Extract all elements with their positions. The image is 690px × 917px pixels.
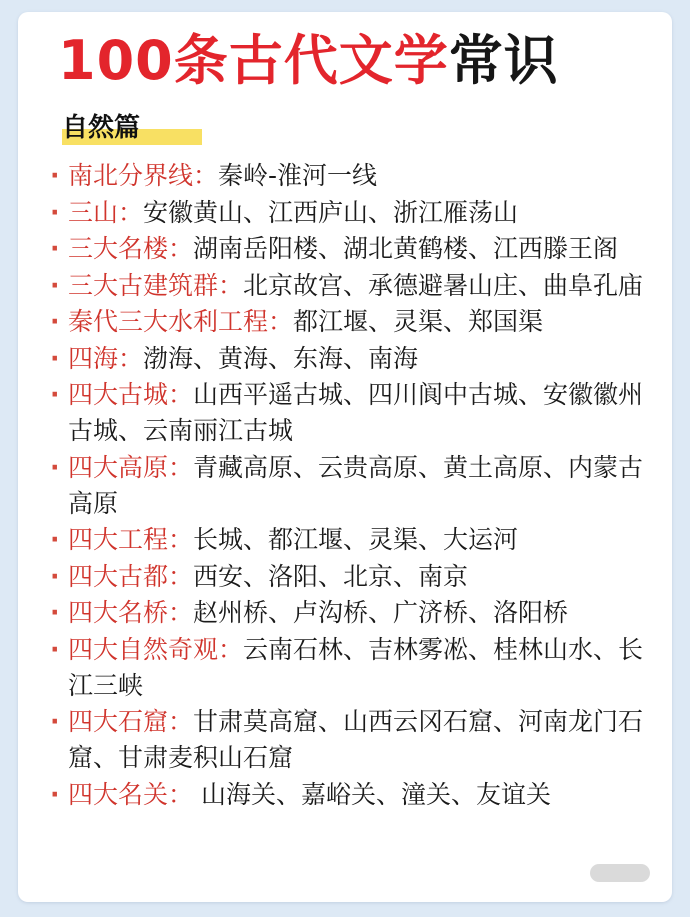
item-content: 赵州桥、卢沟桥、广济桥、洛阳桥 <box>193 598 569 627</box>
title-red-part: 100条古代文学 <box>58 29 449 92</box>
bullet-dot: · <box>50 634 60 664</box>
item-content: 秦岭-淮河一线 <box>218 161 378 190</box>
item-content: 山海关、嘉峪关、潼关、友谊关 <box>193 779 551 809</box>
item-term: 四大自然奇观 <box>68 634 219 664</box>
item-term: 四大古城 <box>68 380 169 409</box>
item-separator: ： <box>268 307 294 336</box>
list-item <box>44 304 654 340</box>
item-separator: ： <box>118 197 144 227</box>
item-separator: ： <box>168 234 194 263</box>
bullet-dot: · <box>50 234 60 263</box>
item-term: 三大名楼 <box>68 234 169 263</box>
item-separator: ： <box>218 270 244 300</box>
item-content: 都江堰、灵渠、郑国渠 <box>293 307 544 336</box>
item-term: 四大名关 <box>68 779 169 809</box>
item-separator: ： <box>168 598 194 627</box>
item-term: 三大古建筑群 <box>68 270 219 300</box>
list-item <box>44 595 654 631</box>
bullet-dot: · <box>50 161 60 190</box>
bullet-dot: · <box>50 380 60 409</box>
bullet-dot: · <box>50 270 60 300</box>
bullet-dot: · <box>50 307 60 336</box>
facts-list <box>44 158 654 813</box>
list-item <box>44 158 654 194</box>
item-term: 秦代三大水利工程 <box>68 307 269 336</box>
list-item <box>44 268 654 304</box>
bullet-dot: · <box>50 525 60 554</box>
item-term: 四海 <box>68 343 119 373</box>
bullet-dot: · <box>50 598 60 627</box>
bullet-dot: · <box>50 779 60 809</box>
item-term: 四大工程 <box>68 525 169 554</box>
section-heading <box>62 110 140 146</box>
section-title: 自然篇 <box>62 113 141 143</box>
item-separator: ： <box>168 779 194 809</box>
list-item <box>44 341 654 377</box>
bullet-dot: · <box>50 197 60 227</box>
item-term: 南北分界线 <box>68 161 194 190</box>
list-item <box>44 632 654 704</box>
item-term: 四大高原 <box>68 452 169 482</box>
item-separator: ： <box>168 452 194 482</box>
item-separator: ： <box>168 525 194 554</box>
bullet-dot: · <box>50 452 60 482</box>
item-separator: ： <box>168 561 194 591</box>
list-item <box>44 522 654 558</box>
item-content: 安徽黄山、江西庐山、浙江雁荡山 <box>143 197 519 227</box>
bullet-dot: · <box>50 707 60 736</box>
item-content: 长城、都江堰、灵渠、大运河 <box>193 525 519 554</box>
item-content: 西安、洛阳、北京、南京 <box>193 561 469 591</box>
item-content: 云南石林、吉林雾凇、桂林山水、长江三峡 <box>68 634 644 700</box>
list-item <box>44 195 654 231</box>
article-card <box>18 12 672 902</box>
item-content: 甘肃莫高窟、山西云冈石窟、河南龙门石窟、甘肃麦积山石窟 <box>68 707 644 772</box>
list-item <box>44 231 654 267</box>
title-black-part: 常识 <box>448 29 559 92</box>
list-item <box>44 377 654 449</box>
item-content: 青藏高原、云贵高原、黄土高原、内蒙古高原 <box>68 452 644 518</box>
item-separator: ： <box>168 380 194 409</box>
item-content: 湖南岳阳楼、湖北黄鹤楼、江西滕王阁 <box>193 234 619 263</box>
bullet-dot: · <box>50 561 60 591</box>
item-content: 渤海、黄海、东海、南海 <box>143 343 419 373</box>
list-item <box>44 704 654 776</box>
list-item <box>44 559 654 595</box>
watermark-badge <box>590 864 650 882</box>
list-item <box>44 450 654 522</box>
page-title <box>58 26 559 96</box>
item-term: 四大名桥 <box>68 598 169 627</box>
bullet-dot: · <box>50 343 60 373</box>
item-separator: ： <box>168 707 194 736</box>
item-term: 四大石窟 <box>68 707 169 736</box>
item-separator: ： <box>118 343 144 373</box>
item-term: 四大古都 <box>68 561 169 591</box>
item-separator: ： <box>193 161 219 190</box>
item-term: 三山 <box>68 197 119 227</box>
item-content: 北京故宫、承德避暑山庄、曲阜孔庙 <box>243 270 644 300</box>
list-item <box>44 777 654 813</box>
item-content: 山西平遥古城、四川阆中古城、安徽徽州古城、云南丽江古城 <box>68 380 644 445</box>
item-separator: ： <box>218 634 244 664</box>
